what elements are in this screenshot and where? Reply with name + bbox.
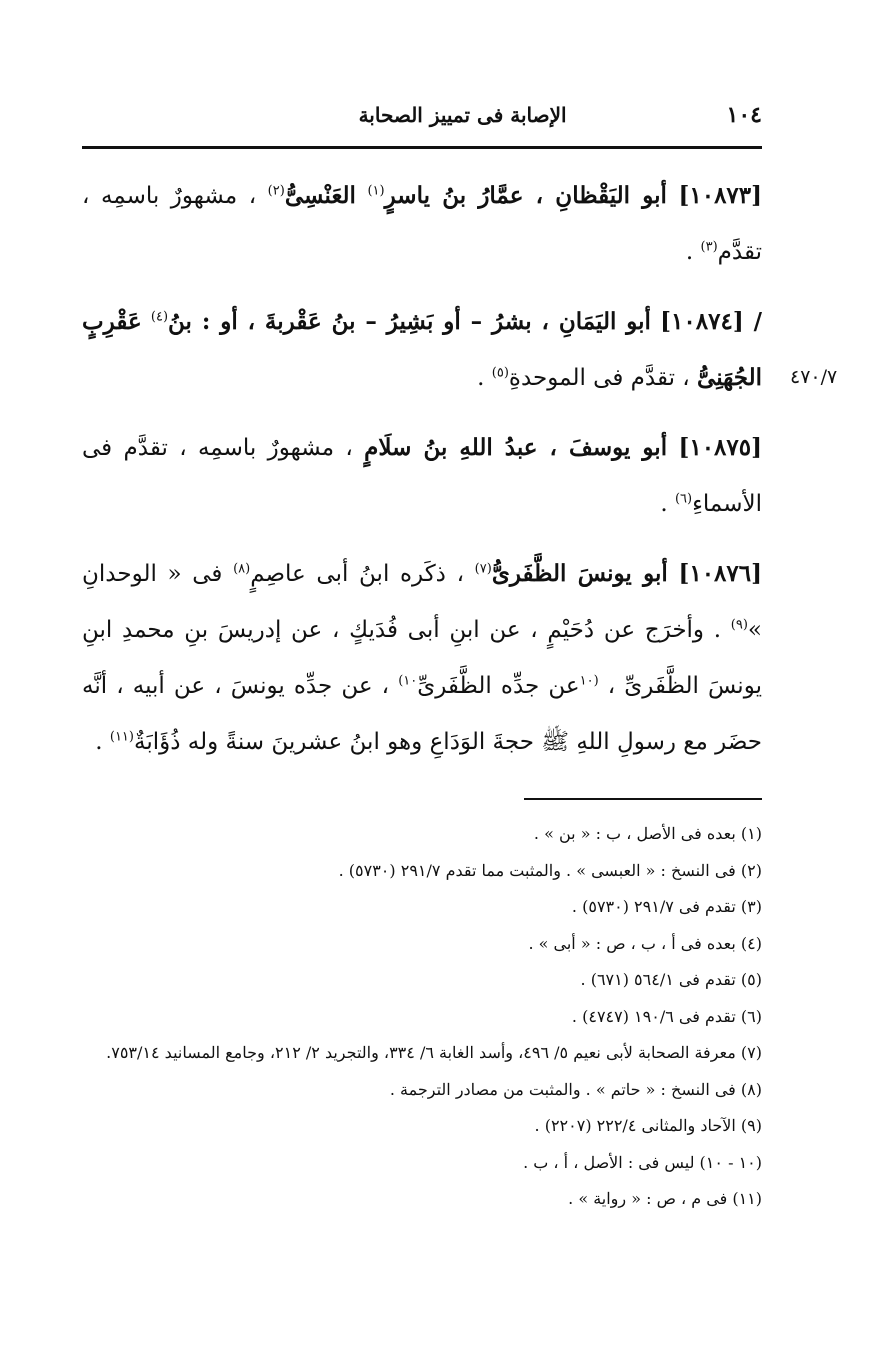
page-number: ١٠٤ (726, 102, 762, 128)
footnote-marker: (٥) (491, 365, 509, 381)
entry-10876 (82, 546, 762, 770)
footnote: (١) بعده فى الأصل ، ب : « بن » . (533, 824, 762, 843)
entry-end: . (477, 365, 485, 391)
footnote-marker: (٦) (674, 491, 693, 507)
footnote: (١١) فى م ، ص : « رواية » . (568, 1189, 762, 1208)
entry-number: [١٠٨٧٣] (678, 182, 763, 209)
footnote-marker: (٨) (233, 561, 251, 577)
footnote-marker: (٩) (730, 617, 748, 633)
footnote-marker: (٣) (700, 239, 718, 255)
footnote: (٧) معرفة الصحابة لأبى نعيم ٥/ ٤٩٦، وأسد الغابة ٦/ ٣٣٤، والتجريد ٢/ ٢١٢، وجامع المسانيد ٧٥٣/١٤. (106, 1043, 762, 1062)
running-title: الإصابة فى تمييز الصحابة (358, 103, 567, 127)
entry-end: . (685, 239, 694, 265)
entry-text: . وأخرَج عن دُحَيْمٍ ، عن ابنِ أبى فُدَيكٍ ، عن إدريسَ بنِ محمدِ ابنِ يونسَ الظَّفَرىِّ ، (82, 617, 762, 699)
entry-nisba: العَنْسِىُّ (284, 182, 356, 209)
entry-text: ، مشهورٌ باسمِه ، تقدَّم (82, 183, 762, 265)
footnote: (٨) فى النسخ : « حاتم » . والمثبت من مصادر الترجمة . (389, 1079, 762, 1099)
footnote-marker: (١١) (109, 729, 134, 745)
entry-end: . (660, 491, 668, 517)
entry-10873 (82, 168, 762, 280)
entry-number: [١٠٨٧٥] (678, 434, 763, 461)
footnote-marker: (٢) (267, 183, 285, 199)
footnote: (٢) فى النسخ : « العبسى » . والمثبت مما تقدم ٢٩١/٧ (٥٧٣٠) . (338, 860, 762, 880)
entry-number: [١٠٨٧٦] (678, 560, 763, 587)
margin-volume-reference: ٤٧٠/٧ (790, 366, 838, 388)
footnote: (١٠ - ١٠) ليس فى : الأصل ، أ ، ب . (523, 1152, 762, 1172)
footnote: (٣) تقدم فى ٢٩١/٧ (٥٧٣٠) . (571, 897, 762, 916)
header-divider (82, 146, 762, 149)
entry-name: أبو يوسفَ ، عبدُ اللهِ بنُ سلَامٍ (364, 434, 668, 461)
footnote-divider (524, 798, 762, 800)
footnote: (٩) الآحاد والمثانى ٢٢٢/٤ (٢٢٠٧) . (534, 1116, 762, 1135)
entry-end: . (95, 729, 103, 755)
footnote-marker: (٧) (474, 561, 492, 577)
entry-text: ، ذكَره ابنُ أبى عاصِمٍ (250, 561, 465, 587)
footnote-marker: (٤) (150, 309, 169, 325)
footnote: (٦) تقدم فى ١٩٠/٦ (٤٧٤٧) . (571, 1006, 762, 1026)
footnote: (٤) بعده فى أ ، ب ، ص : « أبى » . (528, 933, 762, 953)
entry-name: أبو اليَمَانِ ، بشرُ – أو بَشِيرُ – بنُ عَقْربةَ ، أو : بنُ (168, 308, 651, 335)
footnote-marker: ١٠) (398, 673, 418, 689)
entry-text: فى « الوحدانِ » (82, 561, 762, 643)
entry-text: عن جدِّه الظَّفَرىِّ (417, 673, 580, 699)
entry-number: / [١٠٨٧٤] (660, 308, 763, 335)
entry-10874 (82, 294, 762, 406)
entry-text: ، تقدَّم فى الموحدةِ (508, 365, 690, 391)
entry-name: أبو يونسَ الظَّفَرىُّ (491, 560, 668, 587)
page-header (82, 100, 762, 130)
footnote: (٥) تقدم فى ٥٦٤/١ (٦٧١) . (580, 970, 762, 989)
entry-text: ، مشهورٌ باسمِه ، تقدَّم فى الأسماءِ (82, 435, 762, 517)
main-text (82, 168, 762, 784)
entry-text: ، عن جدِّه يونسَ ، عن أبيه ، أنَّه حضَر مع رسولِ اللهِ ﷺ حجةَ الوَدَاعِ وهو ابنُ عشرينَ سنةً وله ذُؤَابَةٌ (82, 673, 762, 755)
entry-nisba: عَقْرِبٍ الجُهَنِىُّ (82, 308, 762, 391)
entry-10875 (82, 420, 762, 532)
footnotes (82, 816, 762, 1218)
entry-name: أبو اليَقْظانِ ، عمَّارُ بنُ ياسرٍ (384, 182, 667, 209)
footnote-marker: (١٠ (579, 673, 599, 689)
footnote-marker: (١) (367, 183, 385, 199)
